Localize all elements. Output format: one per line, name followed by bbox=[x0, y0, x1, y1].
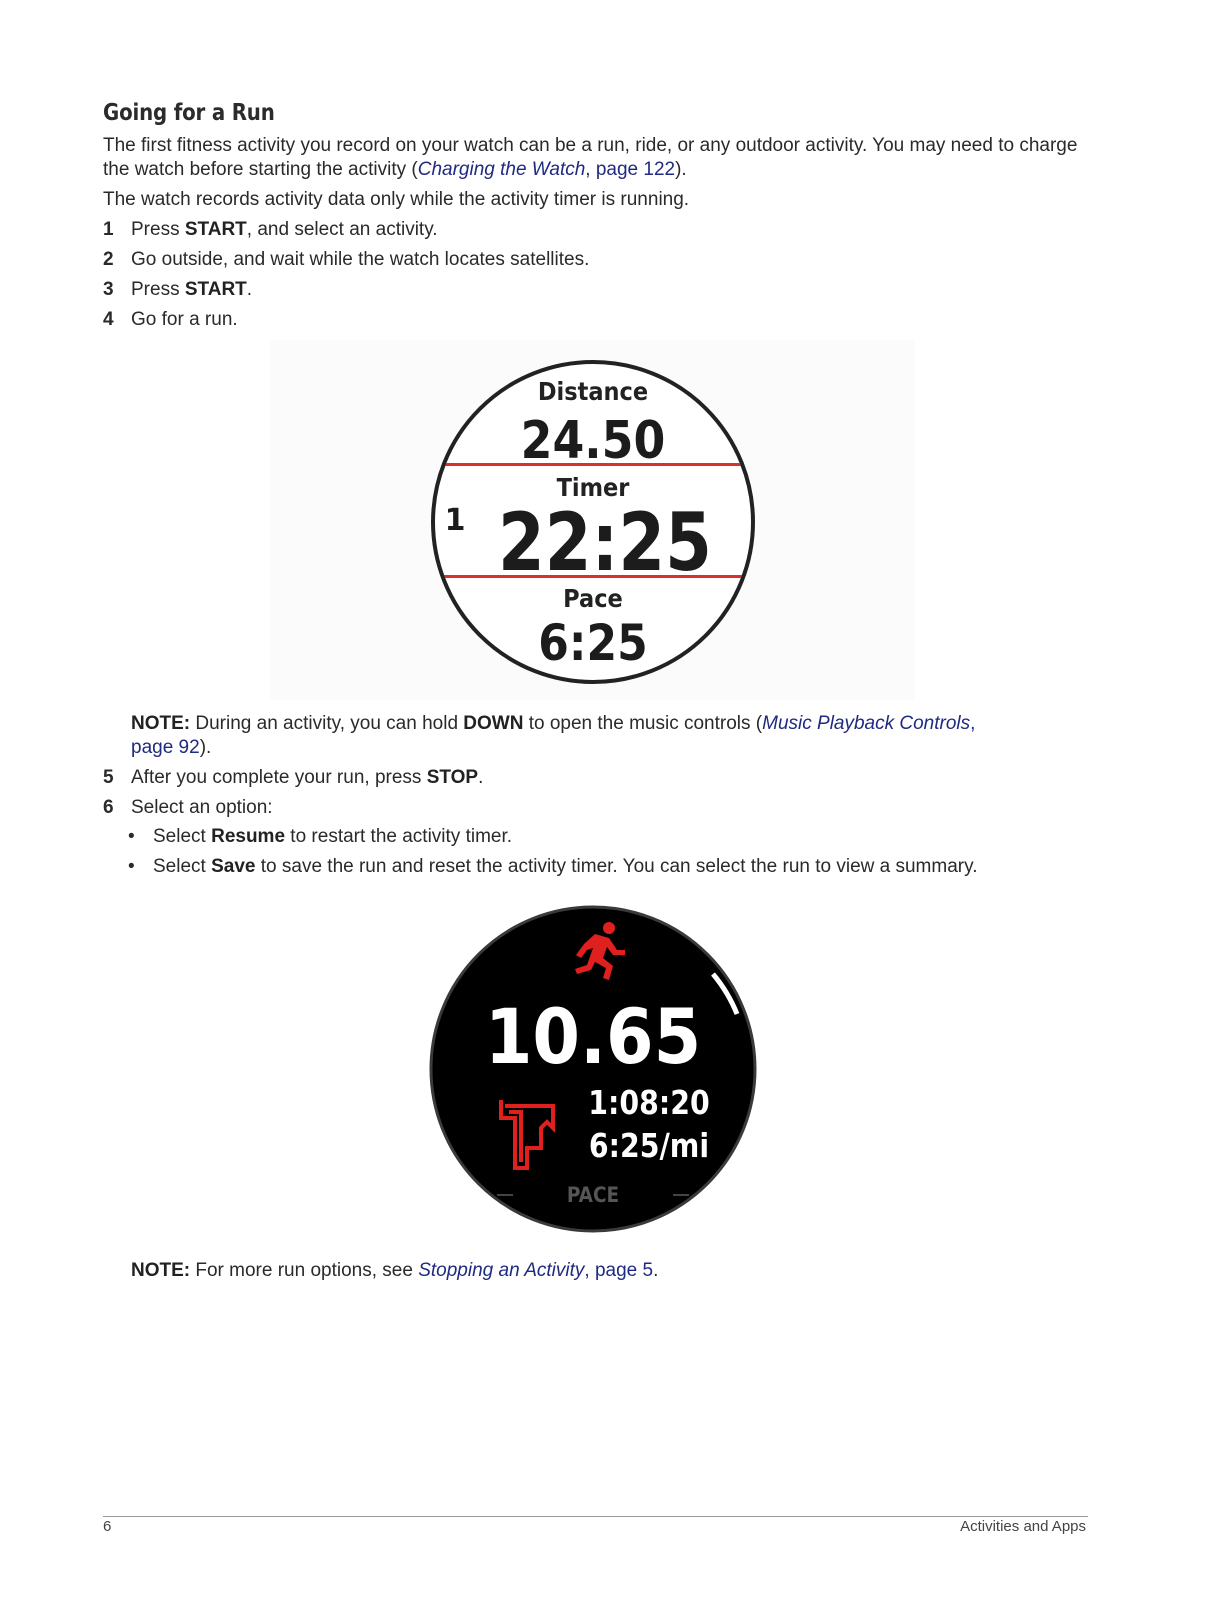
note-run-options: NOTE: For more run options, see Stopping an Activity, page 5. bbox=[131, 1260, 659, 1281]
pace-screen-label: PACE bbox=[566, 1182, 620, 1208]
distance-label: Distance bbox=[537, 376, 649, 407]
watch-data-screen-figure bbox=[270, 340, 915, 700]
section-heading: Going for a Run bbox=[103, 100, 275, 126]
pace-value: 6:25 bbox=[538, 614, 648, 673]
note-music: NOTE: During an activity, you can hold DOWN to open the music controls (Music Playback Controls, page 92). bbox=[131, 713, 976, 758]
footer-rule bbox=[103, 1516, 1088, 1517]
timer-value: 22:25 bbox=[498, 496, 712, 590]
distance-value: 24.50 bbox=[520, 410, 666, 471]
timer-hours: 1 bbox=[444, 503, 466, 538]
pace-label: Pace bbox=[563, 583, 623, 614]
manual-page: Going for a Run The first fitness activity you record on your watch can be a run, ride, or any outdoor activity. You may need to charge the watch before starting the activity (Charging the Watch, page 122). The watch records activity data only while the activity timer is running. 1 Press START, and select an activity. 2 Go outside, and wait while the watch locates satellites. 3 Press START. 4 Go for a run. Distance 24.50 Timer 1 22:25 Pace 6:25 NOTE: During an activity, you can hold DOWN to open the music controls (Music Playback Controls, page 92). 5 After you complete your run, press STOP. 6 Select an option: • Select Resume to restart the activity timer. • Select Save to save the run and reset the activity timer. You can select the run to view a summary. 10.65 1:08:20 6:25/mi PACE NOTE: For more run options, see Stopping an Activity, page 5. 6 Activities and Apps bbox=[103, 100, 1086, 1535]
main-distance-value: 10.65 bbox=[484, 993, 702, 1082]
pace-value-dark: 6:25/mi bbox=[588, 1126, 710, 1166]
footer-section-title: Activities and Apps bbox=[960, 1518, 1086, 1535]
timer-label: Timer bbox=[556, 472, 630, 503]
elapsed-time-value: 1:08:20 bbox=[588, 1083, 710, 1123]
charging-link[interactable]: Charging the Watch, page 122 bbox=[417, 159, 676, 180]
page-number: 6 bbox=[103, 1518, 112, 1535]
music-controls-link[interactable]: Music Playback Controls, page 92 bbox=[131, 713, 976, 758]
timer-paragraph: The watch records activity data only while the activity timer is running. bbox=[103, 189, 690, 210]
watch-run-screen-figure bbox=[425, 900, 765, 1240]
stopping-activity-link[interactable]: Stopping an Activity, page 5 bbox=[418, 1260, 654, 1281]
intro-paragraph: The first fitness activity you record on your watch can be a run, ride, or any outdoor activity. You may need to charge the watch before starting the activity (Charging the Watch, page 122). bbox=[103, 135, 1078, 180]
